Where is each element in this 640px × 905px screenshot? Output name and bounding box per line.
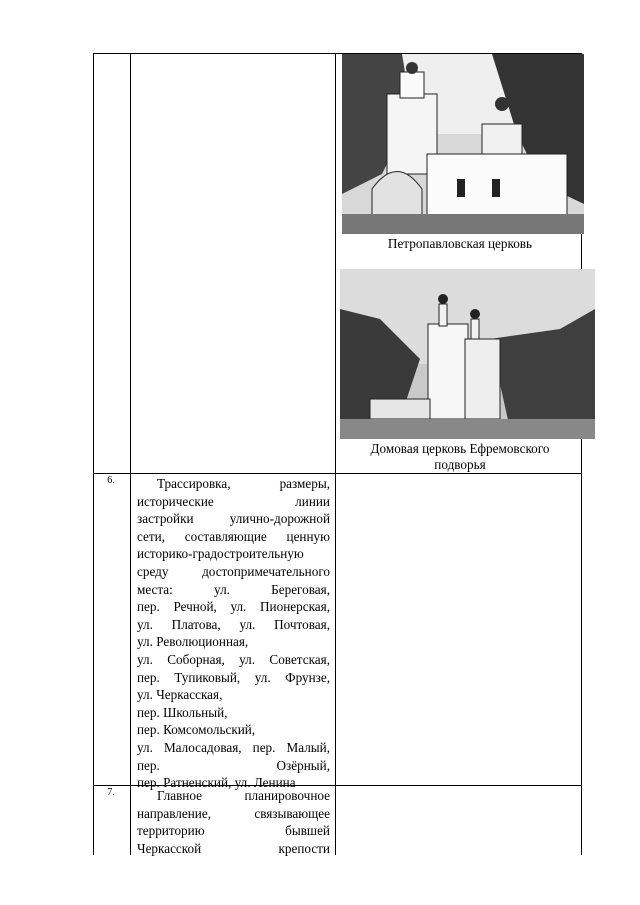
text-line: историко-градостроительную: [137, 546, 304, 562]
column-divider-2: [335, 53, 336, 855]
row-number-6: 6.: [107, 475, 115, 486]
text-line: сети, составляющие ценную: [137, 528, 330, 544]
text-line: пер. Тупиковый, ул. Фрунзе,: [137, 669, 330, 685]
text-line: пер. Озёрный,: [137, 757, 330, 773]
text-line: места: ул. Береговая,: [137, 581, 330, 597]
text-line: ул. Малосадовая, пер. Малый,: [137, 739, 330, 755]
text-line: застройки улично-дорожной: [137, 511, 330, 527]
row-7-description: [137, 787, 330, 857]
text-line: направление, связывающее: [137, 805, 330, 821]
text-line: ул. Черкасская,: [137, 687, 223, 703]
text-line: среду достопримечательного: [137, 563, 330, 579]
text-line: пер. Речной, ул. Пионерская,: [137, 599, 330, 615]
text-line: Черкасской крепости: [137, 840, 330, 856]
text-line: ул. Соборная, ул. Советская,: [137, 651, 330, 667]
text-line: пер. Школьный,: [137, 704, 228, 720]
photo-petropavlovsk-church: [342, 54, 584, 234]
text-line: исторические линии: [137, 493, 330, 509]
church-image-1: [342, 54, 584, 234]
text-line: ул. Платова, ул. Почтовая,: [137, 616, 330, 632]
row-divider-6: [93, 473, 582, 474]
column-divider-1: [130, 53, 131, 855]
text-line: ул. Революционная,: [137, 634, 249, 650]
row-6-description: [137, 475, 330, 792]
caption-petropavlovsk: Петропавловская церковь: [387, 236, 533, 251]
photo-efremov-church: [340, 269, 595, 439]
church-image-2: [340, 269, 595, 439]
text-line: Главное планировочное: [157, 788, 330, 803]
text-line: Трассировка, размеры,: [157, 476, 330, 491]
text-line: пер. Ратненский, ул. Ленина: [137, 775, 296, 791]
text-line: территорию бывшей: [137, 823, 330, 839]
row-number-7: 7.: [107, 787, 115, 798]
caption-efremov: Домовая церковь Ефремовского подворья: [370, 441, 550, 472]
text-line: пер. Комсомольский,: [137, 722, 256, 738]
